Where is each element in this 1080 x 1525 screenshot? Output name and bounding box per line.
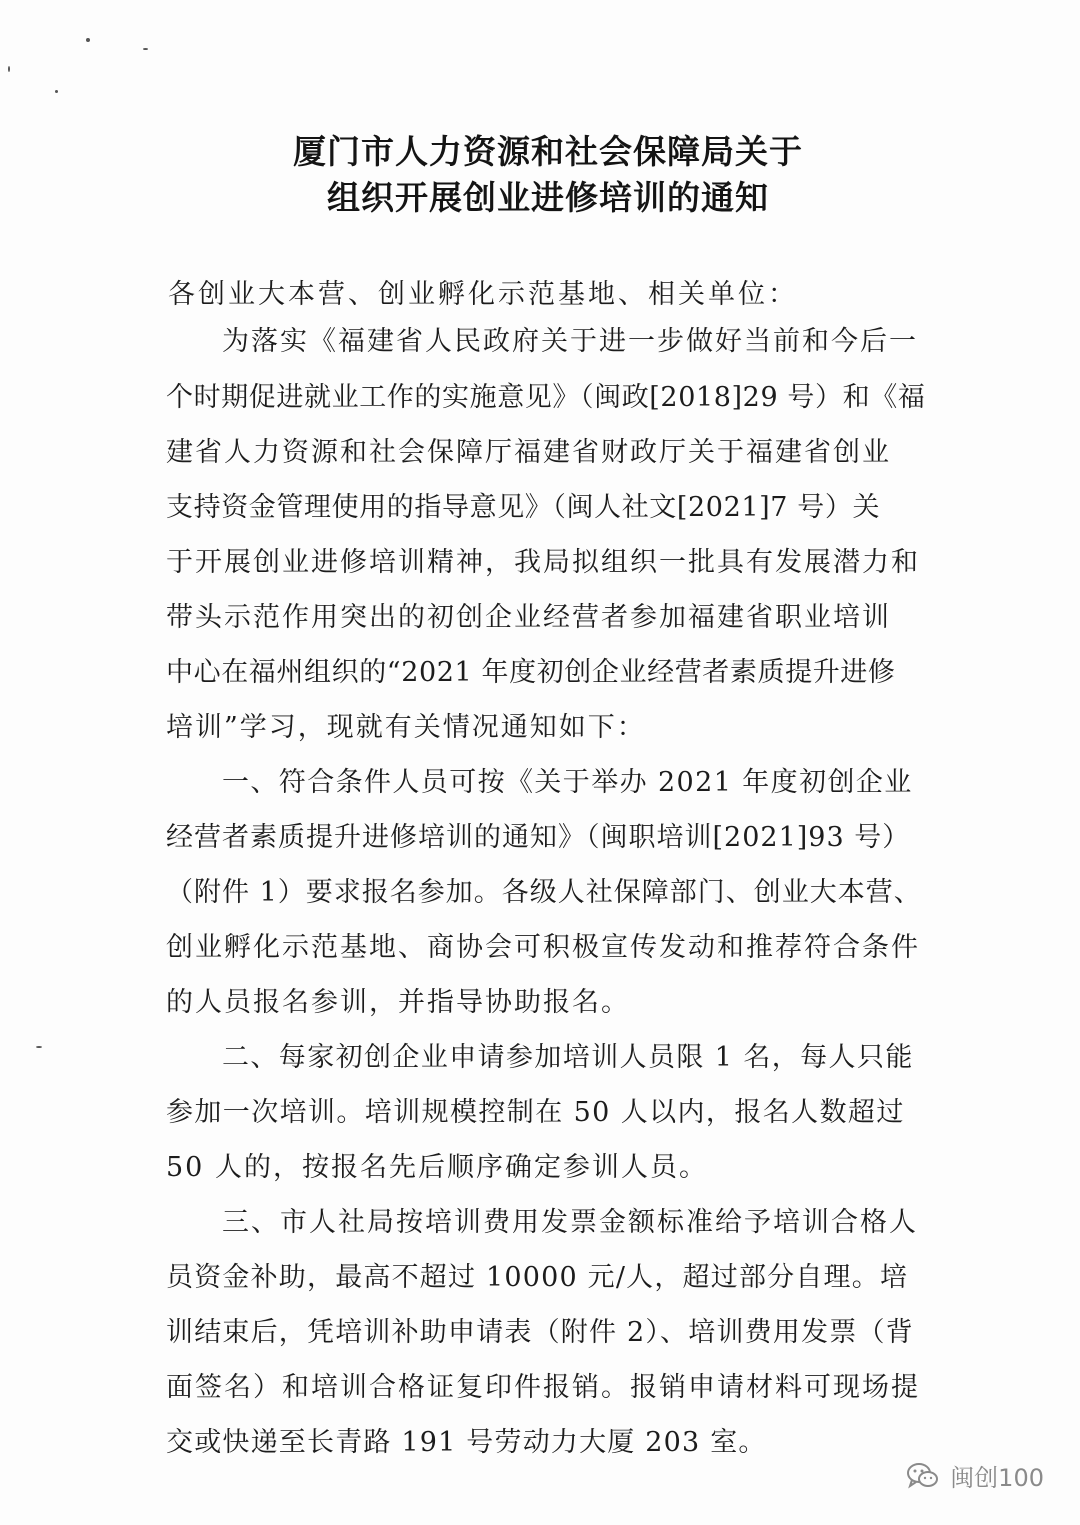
scan-speck <box>86 38 90 42</box>
watermark <box>906 1458 1044 1493</box>
paragraph-line: 三、市人社局按培训费用发票金额标准给予培训合格人 <box>222 1207 918 1238</box>
scan-speck <box>55 90 58 93</box>
paragraph-line: 经营者素质提升进修培训的通知》（闽职培训[2021]93 号） <box>166 822 911 853</box>
paragraph-line: 建省人力资源和社会保障厅福建省财政厅关于福建省创业 <box>166 437 891 468</box>
document-title-line2: 组织开展创业进修培训的通知 <box>327 178 769 217</box>
scan-speck <box>143 48 148 50</box>
paragraph-line: 培训”学习，现就有关情况通知如下： <box>166 712 646 743</box>
salutation: 各创业大本营、创业孵化示范基地、相关单位： <box>168 279 798 310</box>
document-title-line1: 厦门市人力资源和社会保障局关于 <box>293 132 803 171</box>
watermark-text: 闽创100 <box>950 1464 1044 1492</box>
scan-speck <box>36 1046 42 1048</box>
paragraph-line: 面签名）和培训合格证复印件报销。报销申请材料可现场提 <box>166 1372 920 1403</box>
paragraph-line: 的人员报名参训，并指导协助报名。 <box>166 987 630 1018</box>
paragraph-line: （附件 1）要求报名参加。各级人社保障部门、创业大本营、 <box>166 877 922 908</box>
paragraph-line: 为落实《福建省人民政府关于进一步做好当前和今后一 <box>222 326 918 357</box>
wechat-icon <box>906 1462 940 1490</box>
paragraph-line: 50 人的，按报名先后顺序确定参训人员。 <box>166 1152 708 1183</box>
paragraph-line: 员资金补助，最高不超过 10000 元/人，超过部分自理。培 <box>166 1262 909 1293</box>
scan-speck <box>8 66 10 72</box>
paragraph-line: 二、每家初创企业申请参加培训人员限 1 名，每人只能 <box>222 1042 914 1073</box>
paragraph-line: 于开展创业进修培训精神，我局拟组织一批具有发展潜力和 <box>166 547 920 578</box>
paragraph-line: 参加一次培训。培训规模控制在 50 人以内，报名人数超过 <box>166 1097 905 1128</box>
paragraph-line: 一、符合条件人员可按《关于举办 2021 年度初创企业 <box>222 767 913 798</box>
paragraph-line: 支持资金管理使用的指导意见》（闽人社文[2021]7 号）关 <box>166 492 881 523</box>
paragraph-line: 中心在福州组织的“2021 年度初创企业经营者素质提升进修 <box>166 657 896 688</box>
paragraph-line: 交或快递至长青路 191 号劳动力大厦 203 室。 <box>166 1427 767 1458</box>
paragraph-line: 训结束后，凭培训补助申请表（附件 2）、培训费用发票（背 <box>166 1317 914 1348</box>
paragraph-line: 个时期促进就业工作的实施意见》（闽政[2018]29 号）和《福 <box>166 382 926 413</box>
paragraph-line: 带头示范作用突出的初创企业经营者参加福建省职业培训 <box>166 602 891 633</box>
paragraph-line: 创业孵化示范基地、商协会可积极宣传发动和推荐符合条件 <box>166 932 920 963</box>
